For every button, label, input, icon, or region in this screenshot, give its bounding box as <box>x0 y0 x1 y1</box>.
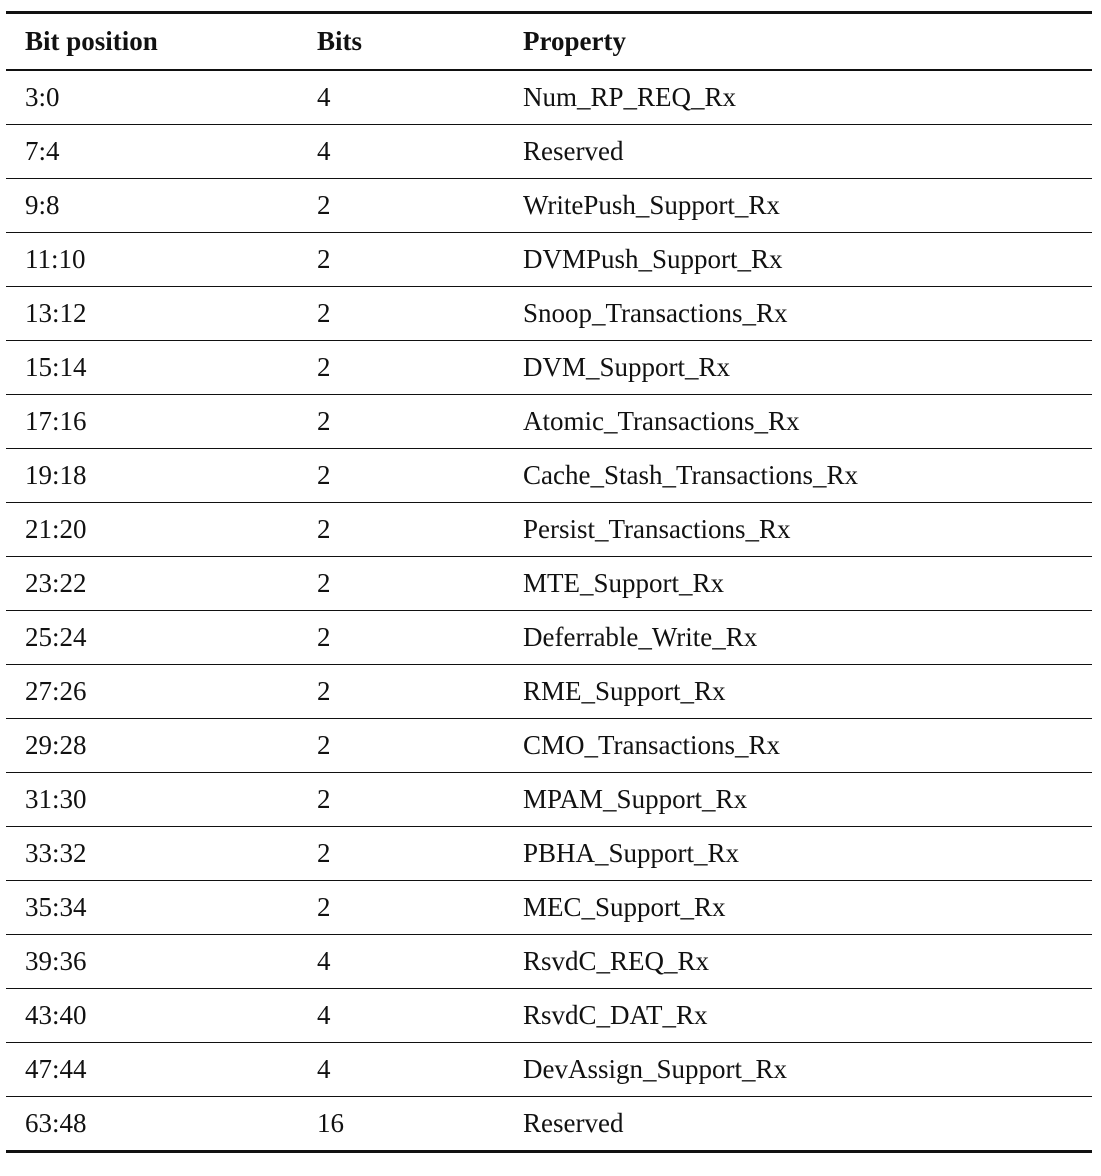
cell-bits: 2 <box>317 622 331 652</box>
table-row <box>6 934 1092 988</box>
table-row <box>6 988 1092 1042</box>
cell-bits: 2 <box>317 730 331 760</box>
cell-bit-position: 21:20 <box>25 514 87 544</box>
cell-bits: 2 <box>317 676 331 706</box>
cell-property: Reserved <box>523 1108 624 1138</box>
table-row <box>6 124 1092 178</box>
bit-field-table <box>6 11 1092 1153</box>
cell-property: Cache_Stash_Transactions_Rx <box>523 460 858 490</box>
cell-bit-position: 19:18 <box>25 460 87 490</box>
cell-bits: 4 <box>317 136 331 166</box>
table-row <box>6 772 1092 826</box>
cell-bits: 4 <box>317 946 331 976</box>
table-row <box>6 556 1092 610</box>
table-row <box>6 340 1092 394</box>
cell-property: DevAssign_Support_Rx <box>523 1054 788 1084</box>
cell-property: RME_Support_Rx <box>523 676 726 706</box>
cell-bits: 2 <box>317 298 331 328</box>
cell-property: Num_RP_REQ_Rx <box>523 82 737 112</box>
cell-bits: 2 <box>317 892 331 922</box>
cell-bits: 16 <box>317 1108 344 1138</box>
cell-property: MEC_Support_Rx <box>523 892 726 922</box>
cell-bit-position: 17:16 <box>25 406 87 436</box>
cell-bits: 2 <box>317 460 331 490</box>
cell-bits: 2 <box>317 514 331 544</box>
cell-property: Persist_Transactions_Rx <box>523 514 791 544</box>
table-row <box>6 502 1092 556</box>
cell-bit-position: 43:40 <box>25 1000 87 1030</box>
table-row <box>6 178 1092 232</box>
cell-bit-position: 63:48 <box>25 1108 87 1138</box>
cell-bits: 4 <box>317 82 331 112</box>
table-row <box>6 1042 1092 1096</box>
cell-property: DVMPush_Support_Rx <box>523 244 783 274</box>
header-bits: Bits <box>317 26 363 56</box>
cell-property: Reserved <box>523 136 624 166</box>
cell-bit-position: 47:44 <box>25 1054 87 1084</box>
cell-bit-position: 23:22 <box>25 568 87 598</box>
cell-bit-position: 7:4 <box>25 136 60 166</box>
cell-bit-position: 35:34 <box>25 892 87 922</box>
cell-property: Snoop_Transactions_Rx <box>523 298 788 328</box>
cell-bits: 4 <box>317 1054 331 1084</box>
cell-bit-position: 3:0 <box>25 82 60 112</box>
cell-bit-position: 9:8 <box>25 190 60 220</box>
cell-bit-position: 15:14 <box>25 352 87 382</box>
table-row <box>6 1096 1092 1150</box>
table-row <box>6 70 1092 124</box>
cell-bit-position: 33:32 <box>25 838 87 868</box>
cell-property: CMO_Transactions_Rx <box>523 730 781 760</box>
table-row <box>6 286 1092 340</box>
table-row <box>6 664 1092 718</box>
cell-bits: 2 <box>317 838 331 868</box>
cell-property: MTE_Support_Rx <box>523 568 725 598</box>
cell-property: RsvdC_DAT_Rx <box>523 1000 708 1030</box>
cell-property: DVM_Support_Rx <box>523 352 731 382</box>
table-row <box>6 880 1092 934</box>
cell-property: WritePush_Support_Rx <box>523 190 780 220</box>
cell-bits: 2 <box>317 352 331 382</box>
cell-bit-position: 39:36 <box>25 946 87 976</box>
table-row <box>6 718 1092 772</box>
table-header <box>6 14 1092 70</box>
cell-bits: 2 <box>317 568 331 598</box>
cell-property: PBHA_Support_Rx <box>523 838 740 868</box>
cell-bit-position: 29:28 <box>25 730 87 760</box>
cell-bits: 2 <box>317 406 331 436</box>
cell-property: Atomic_Transactions_Rx <box>523 406 800 436</box>
table-row <box>6 232 1092 286</box>
cell-bits: 2 <box>317 784 331 814</box>
cell-bit-position: 25:24 <box>25 622 87 652</box>
cell-bit-position: 31:30 <box>25 784 87 814</box>
header-property: Property <box>523 26 626 56</box>
cell-property: Deferrable_Write_Rx <box>523 622 758 652</box>
cell-property: RsvdC_REQ_Rx <box>523 946 710 976</box>
table-row <box>6 448 1092 502</box>
cell-bits: 2 <box>317 244 331 274</box>
cell-property: MPAM_Support_Rx <box>523 784 748 814</box>
cell-bits: 2 <box>317 190 331 220</box>
table-body <box>6 70 1092 1150</box>
table-row <box>6 826 1092 880</box>
table-row <box>6 394 1092 448</box>
cell-bit-position: 27:26 <box>25 676 87 706</box>
table-row <box>6 610 1092 664</box>
cell-bit-position: 11:10 <box>25 244 86 274</box>
header-bit-position: Bit position <box>25 26 158 56</box>
cell-bits: 4 <box>317 1000 331 1030</box>
cell-bit-position: 13:12 <box>25 298 87 328</box>
